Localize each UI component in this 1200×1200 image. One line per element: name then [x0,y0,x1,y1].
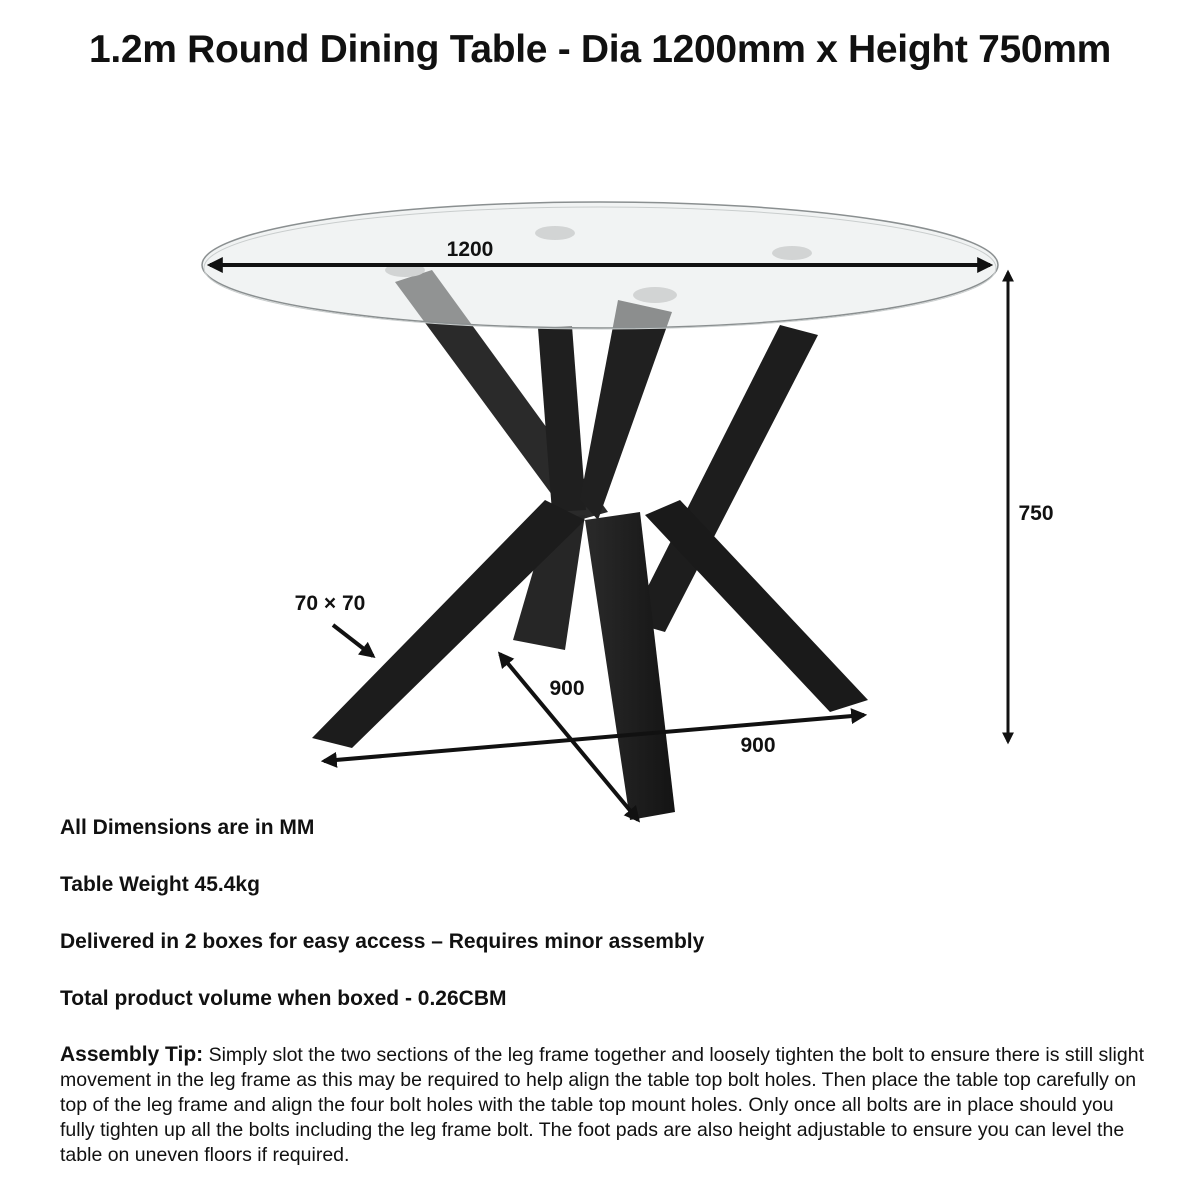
leg-section-pointer [333,625,373,656]
spec-weight: Table Weight 45.4kg [60,873,260,896]
front-center-leg [580,300,672,520]
spec-volume: Total product volume when boxed - 0.26CBM [60,987,507,1010]
page-title: 1.2m Round Dining Table - Dia 1200mm x Height 750mm [88,28,1112,71]
base-depth-label: 900 [549,677,585,700]
height-label: 750 [1018,502,1054,525]
assembly-tip-text: Simply slot the two sections of the leg frame together and loosely tighten the bolt to ensure there is still slight movement in the leg frame as this may be required to help align the table top bolt holes. Then place the table top carefully on top of the leg frame and align the four bolt holes with the table top mount holes. Only once all bolts are in place should you fully tighten up all the bolts including the leg frame bolt. The foot pads are also height adjustable to ensure you can level the table on uneven floors if required. [60,1044,1144,1166]
base-width-arrow [324,715,864,761]
leg-section-label: 70 × 70 [294,592,366,615]
spec-dimensions-unit: All Dimensions are in MM [60,816,315,839]
front-right-leg [645,500,868,712]
spec-list [60,814,1160,1042]
base-width-label: 900 [740,734,776,757]
spec-delivery: Delivered in 2 boxes for easy access – Requires minor assembly [60,930,705,953]
assembly-tip-label: Assembly Tip: [60,1043,204,1066]
diameter-label: 1200 [446,238,494,261]
assembly-tip [60,1042,1150,1168]
